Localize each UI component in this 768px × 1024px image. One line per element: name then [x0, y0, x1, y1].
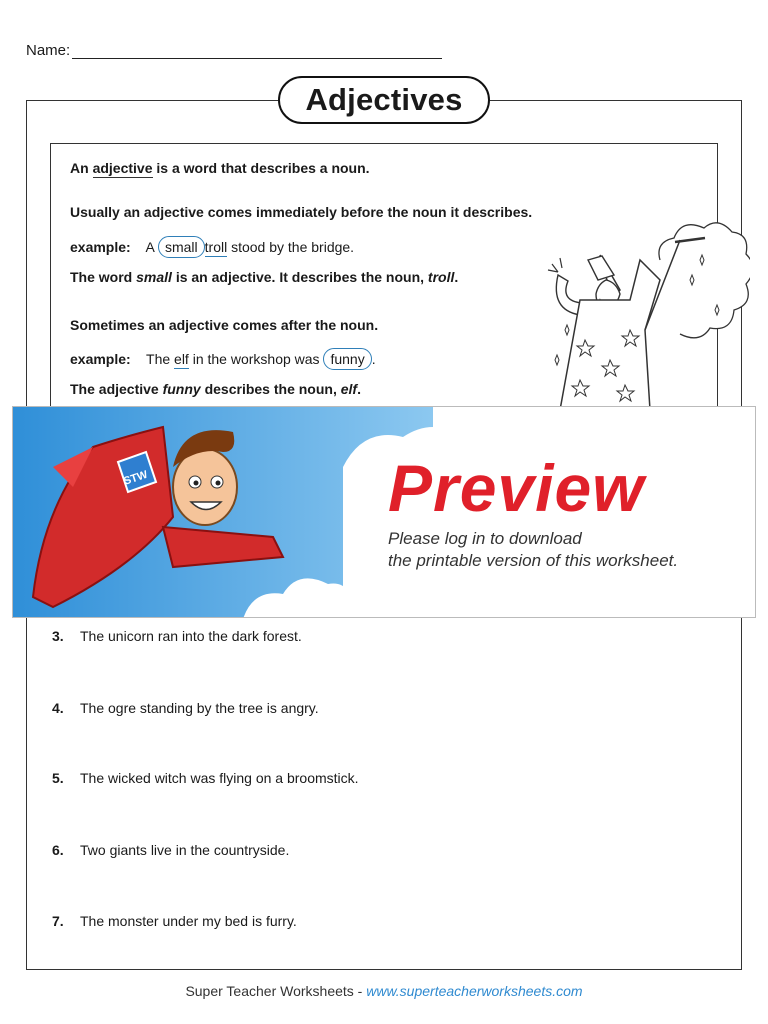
circled-adjective-small: small: [158, 236, 205, 258]
rule-after-noun: Sometimes an adjective comes after the noun.: [70, 317, 379, 333]
question-item: 5. The wicked witch was flying on a broomstick.: [52, 770, 359, 786]
definition-line: An adjective is a word that describes a noun.: [70, 160, 370, 176]
question-item: 7. The monster under my bed is furry.: [52, 913, 297, 929]
question-item: 6. Two giants live in the countryside.: [52, 842, 290, 858]
adjective-keyword: adjective: [92, 160, 153, 176]
question-item: 4. The ogre standing by the tree is angry.: [52, 700, 319, 716]
name-label: Name:: [26, 42, 71, 59]
rule-before-noun: Usually an adjective comes immediately before the noun it describes.: [70, 204, 533, 220]
footer: [0, 983, 768, 999]
badge-text: STW: [122, 468, 150, 488]
preview-title: Preview: [388, 451, 645, 525]
page-title: Adjectives: [278, 76, 490, 124]
underlined-noun-elf: elf: [174, 351, 189, 367]
name-blank-line[interactable]: [72, 44, 442, 59]
example-2: example: The elf in the workshop was funny .: [70, 348, 376, 370]
underlined-noun-troll: troll: [204, 239, 228, 255]
circled-adjective-funny: funny: [323, 348, 371, 370]
note-1: The word small is an adjective. It describes the noun, troll.: [70, 269, 459, 285]
name-field[interactable]: [26, 42, 442, 59]
footer-link[interactable]: www.superteacherworksheets.com: [366, 983, 583, 999]
note-2: The adjective funny describes the noun, elf.: [70, 381, 361, 397]
example-1: example: A small troll stood by the bridge.: [70, 236, 354, 258]
question-item: 3. The unicorn ran into the dark forest.: [52, 628, 302, 644]
footer-label: Super Teacher Worksheets -: [185, 983, 367, 999]
preview-message: Please log in to download the printable version of this worksheet.: [388, 529, 679, 570]
wizard-illustration: [540, 220, 750, 410]
